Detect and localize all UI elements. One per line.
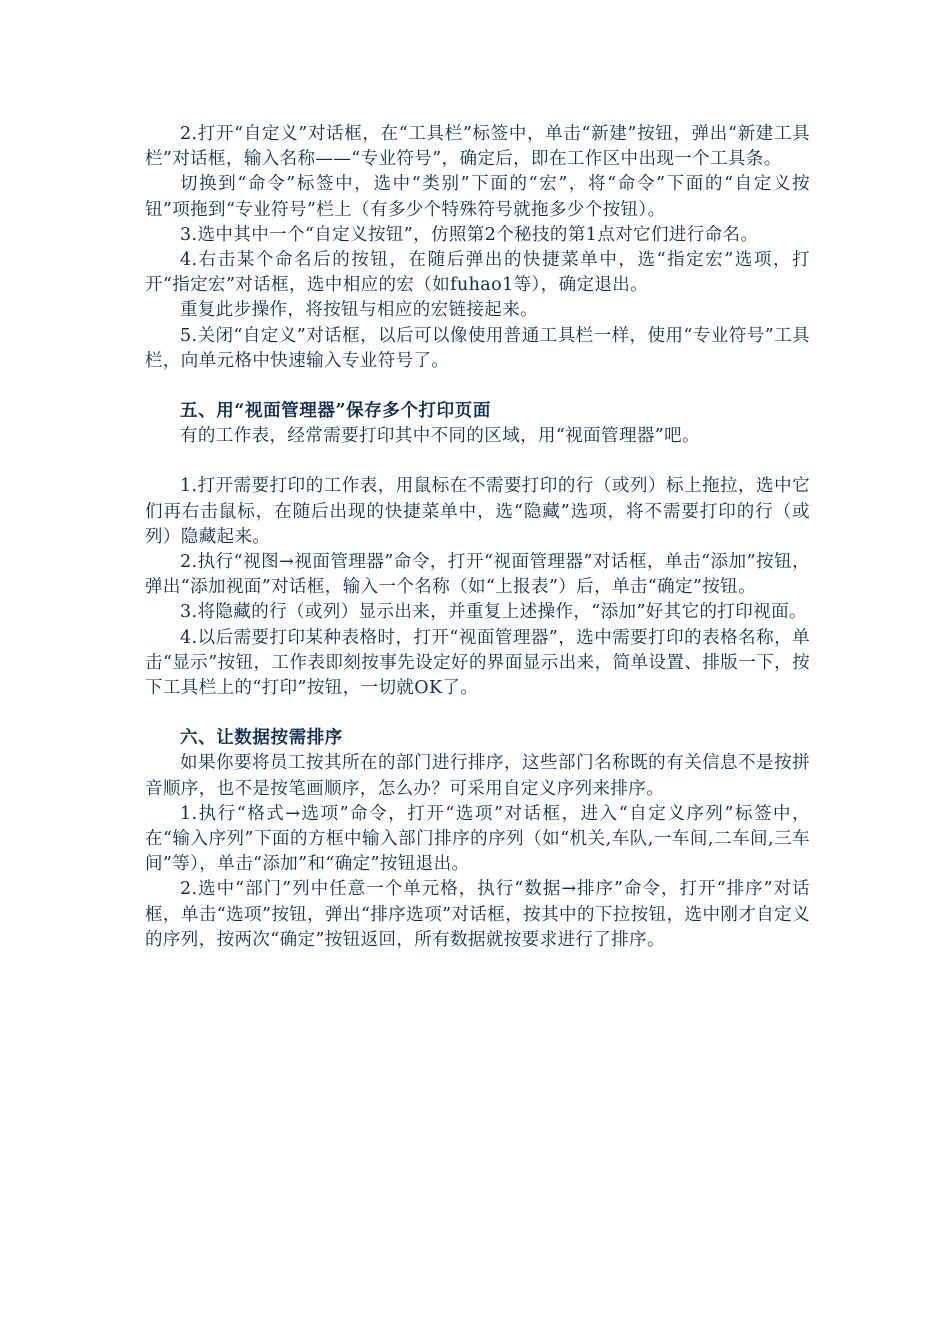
paragraph: 3.选中其中一个“自定义按钮”，仿照第2个秘技的第1点对它们进行命名。 [180,224,759,245]
paragraph: 1.打开需要打印的工作表，用鼠标在不需要打印的行（或列）标上拖拉，选中它们再右击鼠标，在随后出现的快捷菜单中，选“隐藏”选项，将不需要打印的行（或列）隐藏起来。 [145,476,810,547]
section-heading: 六、让数据按需排序 [180,728,343,749]
paragraph: 切换到“命令”标签中，选中“类别”下面的“宏”，将“命令”下面的“自定义按钮”项拖到“专业符号”栏上（有多少个特殊符号就拖多少个按钮）。 [145,174,810,220]
paragraph: 重复此步操作，将按钮与相应的宏链接起来。 [180,300,538,321]
paragraph: 4.右击某个命名后的按钮，在随后弹出的快捷菜单中，选“指定宏”选项，打开“指定宏”对话框，选中相应的宏（如fuhao1等），确定退出。 [145,250,810,296]
section-intro: 有的工作表，经常需要打印其中不同的区域，用“视面管理器”吧。 [180,426,700,447]
document-page [145,122,810,953]
paragraph: 5.关闭“自定义”对话框，以后可以像使用普通工具栏一样，使用“专业符号”工具栏，向单元格中快速输入专业符号了。 [145,325,810,371]
spacer [145,449,810,474]
paragraph: 1.执行“格式→选项”命令，打开“选项”对话框，进入“自定义序列”标签中，在“输入序列”下面的方框中输入部门排序的序列（如“机关,车队,一车间,二车间,三车间”等），单击“添加”和“确定”按钮退出。 [145,803,810,875]
paragraph: 2.执行“视图→视面管理器”命令，打开“视面管理器”对话框，单击“添加”按钮，弹出“添加视面”对话框，输入一个名称（如“上报表”）后，单击“确定”按钮。 [145,552,810,598]
section-sort-data [145,726,810,953]
spacer [145,701,810,726]
section-heading: 五、用“视面管理器”保存多个打印页面 [180,401,491,422]
paragraph: 2.选中“部门”列中任意一个单元格，执行“数据→排序”命令，打开“排序”对话框，单击“选项”按钮，弹出“排序选项”对话框，按其中的下拉按钮，选中刚才自定义的序列，按两次“确定”按钮返回，所有数据就按要求进行了排序。 [145,879,810,950]
paragraph: 3.将隐藏的行（或列）显示出来，并重复上述操作，“添加”好其它的打印视面。 [180,602,807,623]
spacer [145,374,810,399]
paragraph: 2.打开“自定义”对话框，在“工具栏”标签中，单击“新建”按钮，弹出“新建工具栏”对话框，输入名称——“专业符号”，确定后，即在工作区中出现一个工具条。 [145,124,810,170]
paragraph: 4.以后需要打印某种表格时，打开“视面管理器”，选中需要打印的表格名称，单击“显示”按钮，工作表即刻按事先设定好的界面显示出来，简单设置、排版一下，按下工具栏上的“打印”按钮，一切就OK了。 [145,627,810,699]
section-custom-toolbar [145,122,810,374]
section-intro: 如果你要将员工按其所在的部门进行排序，这些部门名称既的有关信息不是按拼音顺序，也不是按笔画顺序，怎么办？可采用自定义序列来排序。 [145,753,810,799]
section-view-manager [145,399,810,701]
